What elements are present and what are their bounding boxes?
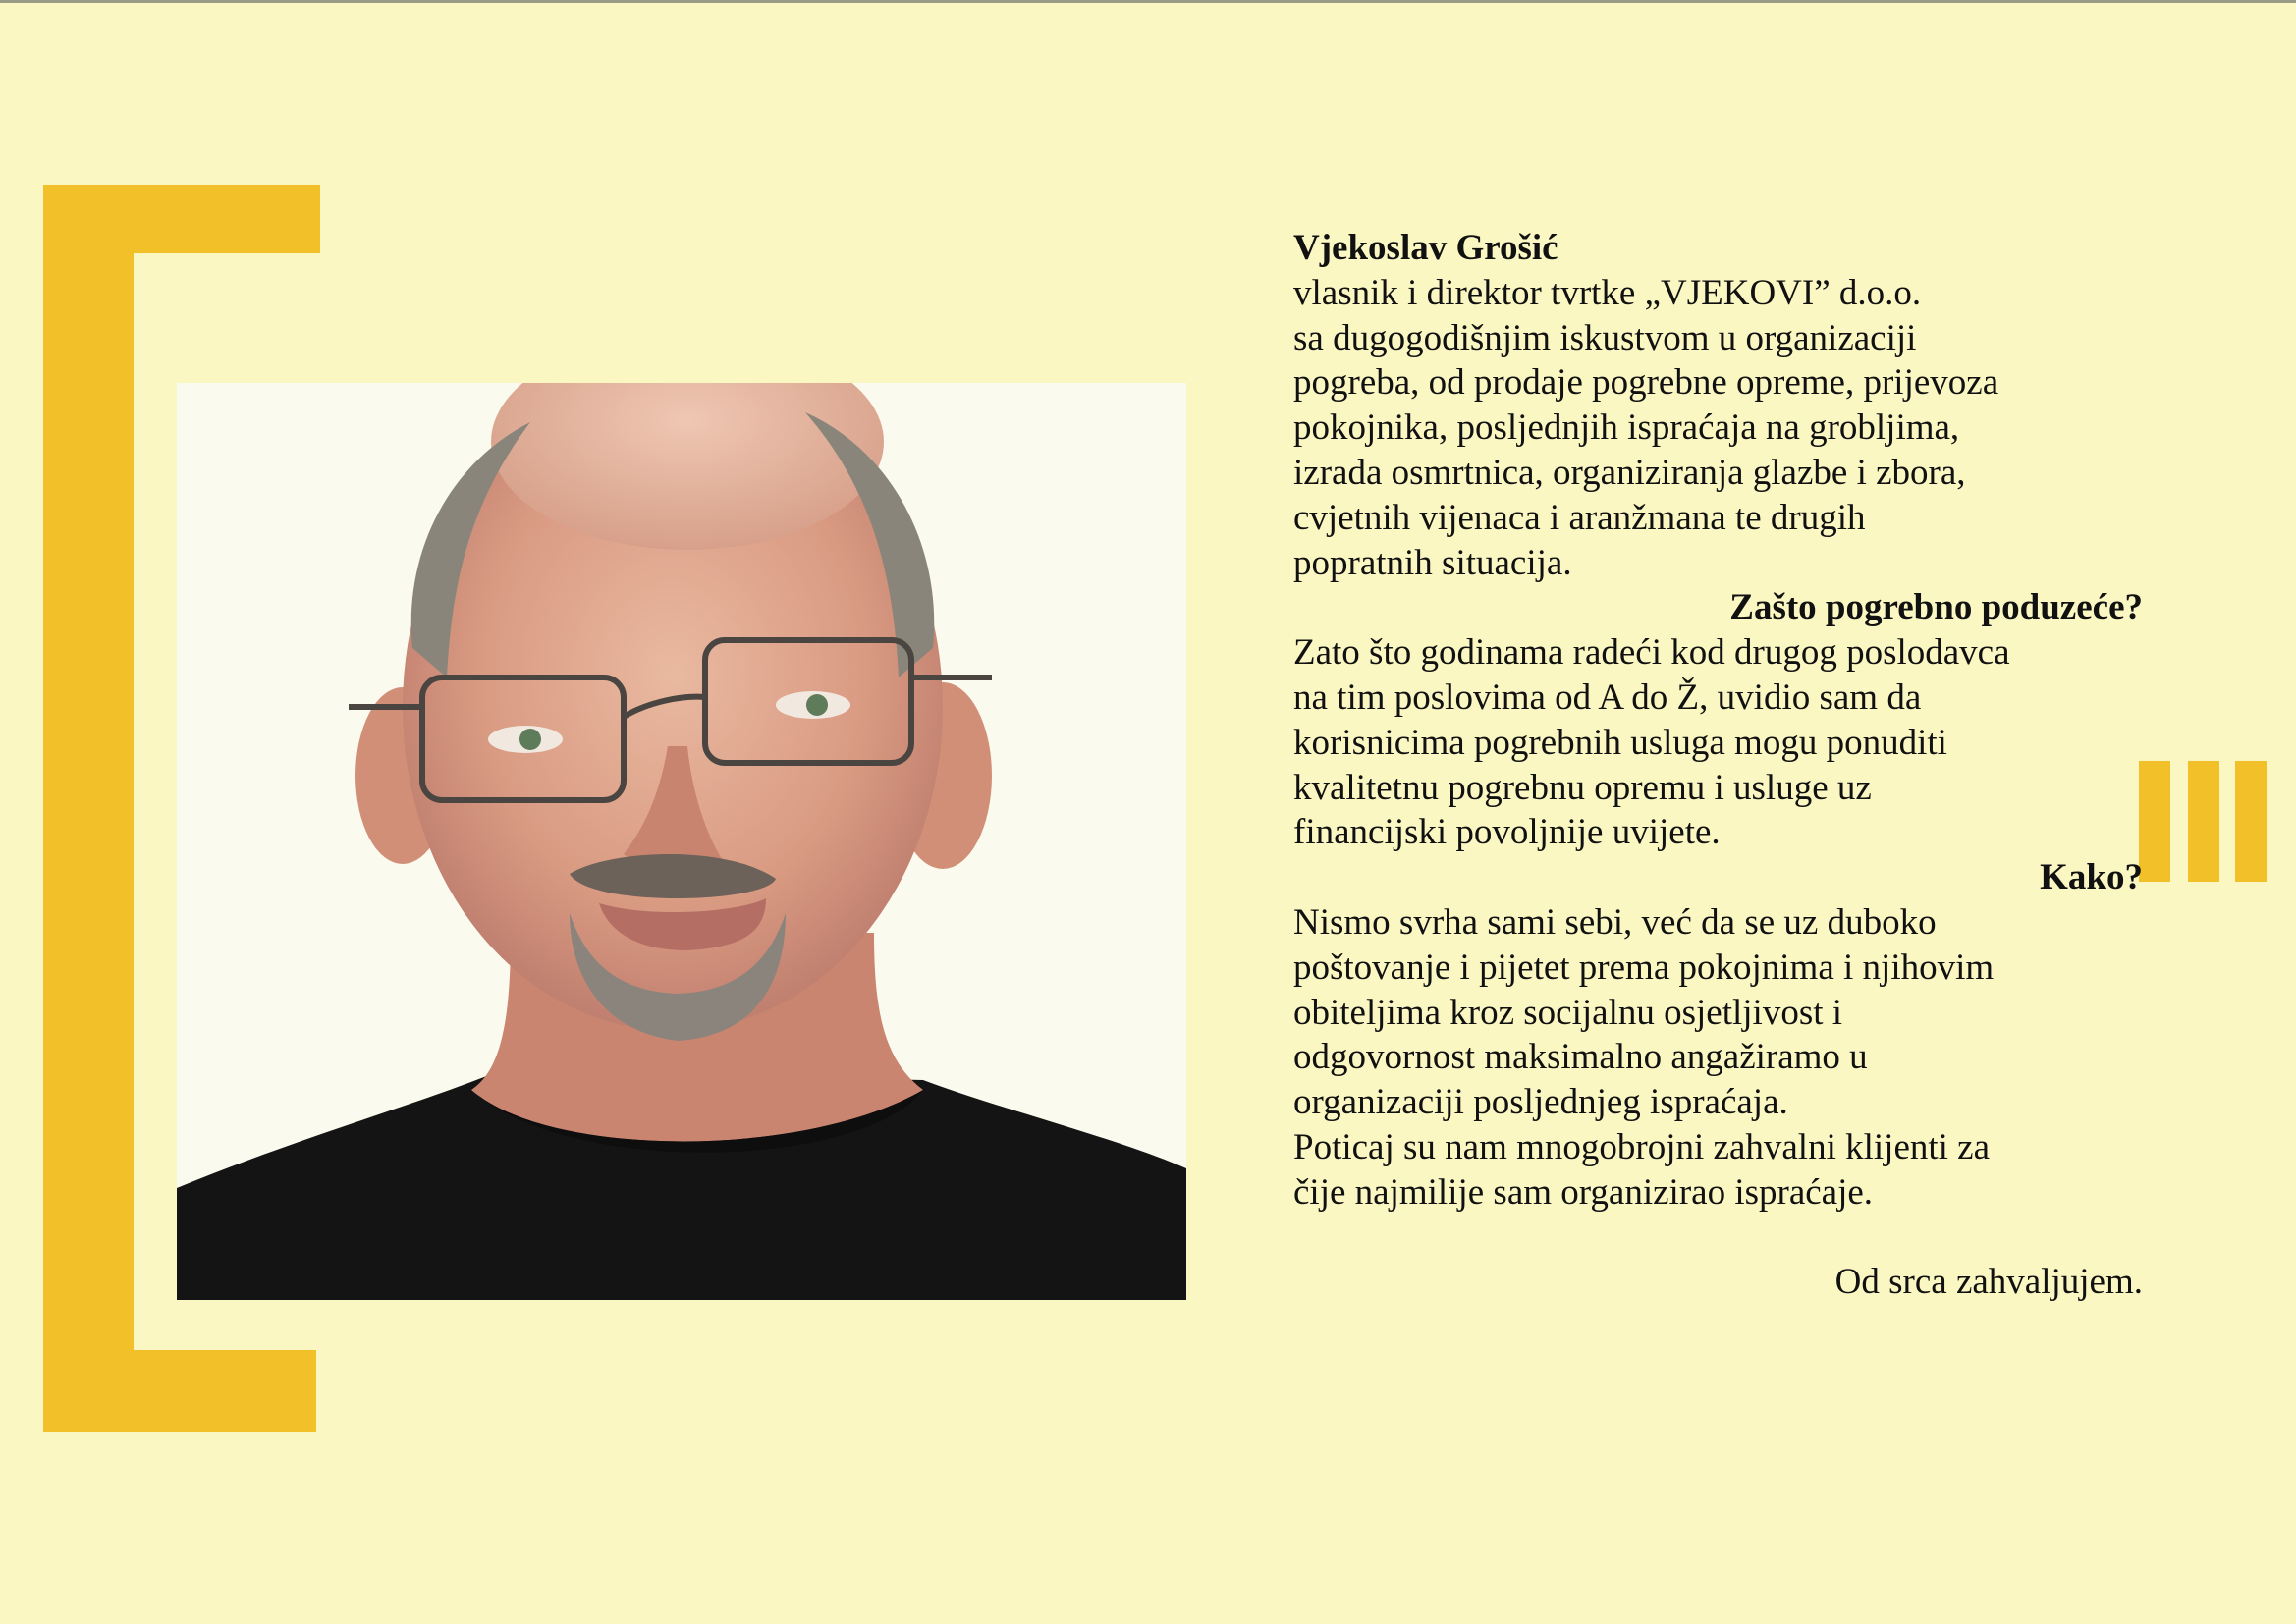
how-heading: Kako? xyxy=(2040,857,2143,898)
intro-paragraph xyxy=(1293,271,2148,586)
why-paragraph xyxy=(1293,630,2148,855)
profile-text xyxy=(1293,226,2148,1305)
text-line: Zato što godinama radeći kod drugog poslodavca xyxy=(1293,632,2010,674)
text-line: organizaciji posljednjeg ispraćaja. xyxy=(1293,1082,1788,1123)
portrait-photo xyxy=(177,383,1186,1300)
text-line: korisnicima pogrebnih usluga mogu ponuditi xyxy=(1293,722,1947,763)
text-line: Poticaj su nam mnogobrojni zahvalni klijenti za xyxy=(1293,1126,1991,1167)
how-paragraph xyxy=(1293,900,2148,1216)
scan-top-edge xyxy=(0,0,2296,3)
closing-line: Od srca zahvaljujem. xyxy=(1834,1262,2143,1303)
text-line: Nismo svrha sami sebi, već da se uz duboko xyxy=(1293,901,1937,943)
text-line: na tim poslovima od A do Ž, uvidio sam da xyxy=(1293,677,1922,718)
text-line: čije najmilije sam organizirao ispraćaje. xyxy=(1293,1171,1874,1213)
text-line: poštovanje i pijetet prema pokojnima i njihovim xyxy=(1293,947,1995,988)
text-line: kvalitetnu pogrebnu opremu i usluge uz xyxy=(1293,767,1872,808)
text-line: odgovornost maksimalno angažiramo u xyxy=(1293,1037,1868,1078)
text-line: izrada osmrtnica, organiziranja glazbe i zbora, xyxy=(1293,452,1966,493)
why-heading: Zašto pogrebno poduzeće? xyxy=(1729,587,2143,628)
text-line: vlasnik i direktor tvrtke „VJEKOVI” d.o.o. xyxy=(1293,272,1922,313)
text-line: popratnih situacija. xyxy=(1293,542,1572,583)
text-line: sa dugogodišnjim iskustvom u organizaciji xyxy=(1293,317,1917,358)
paragraph-spacer xyxy=(1293,1216,2148,1261)
text-line: cvjetnih vijenaca i aranžmana te drugih xyxy=(1293,497,1866,538)
text-line: pogreba, od prodaje pogrebne opreme, prijevoza xyxy=(1293,362,1999,404)
person-name: Vjekoslav Grošić xyxy=(1293,228,1558,268)
text-line: financijski povoljnije uvijete. xyxy=(1293,812,1721,853)
text-line: obiteljima kroz socijalnu osjetljivost i xyxy=(1293,992,1843,1033)
text-line: pokojnika, posljednjih ispraćaja na grobljima, xyxy=(1293,407,1960,449)
